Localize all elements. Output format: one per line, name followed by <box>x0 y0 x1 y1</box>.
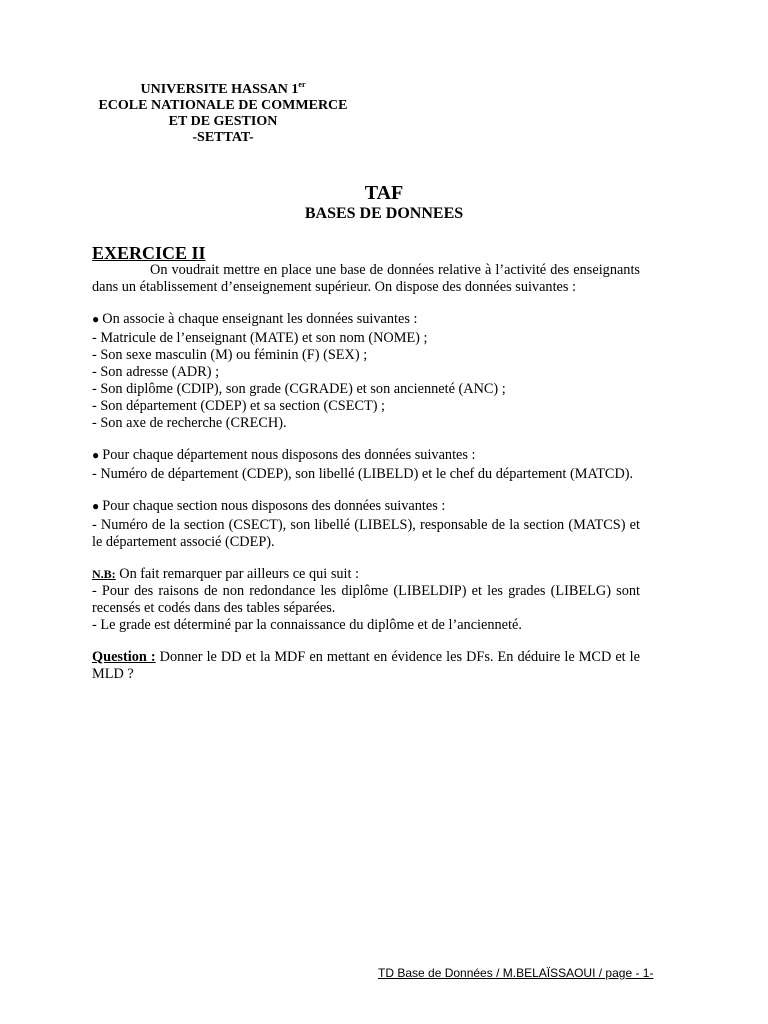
page-footer: TD Base de Données / M.BELAÏSSAOUI / page - 1- <box>378 966 654 980</box>
section-teacher-heading: ● On associe à chaque enseignant les données suivantes : <box>92 311 418 327</box>
list-item: - Son axe de recherche (CRECH). <box>92 415 287 431</box>
question-label: Question : <box>92 649 156 665</box>
question-paragraph: Question : Donner le DD et la MDF en mettant en évidence les DFs. En déduire le MCD et le MLD ? <box>92 649 641 682</box>
department-description: - Numéro de département (CDEP), son libellé (LIBELD) et le chef du département (MATCD). <box>92 466 634 482</box>
list-item: - Son diplôme (CDIP), son grade (CGRADE) et son ancienneté (ANC) ; <box>92 381 506 397</box>
list-item: - Son adresse (ADR) ; <box>92 364 220 380</box>
school-name-line2: ET DE GESTION <box>168 114 278 129</box>
institution-header <box>88 82 358 146</box>
page-title: TAF <box>364 182 404 204</box>
school-name-line1: ECOLE NATIONALE DE COMMERCE <box>98 98 348 113</box>
page-subtitle: BASES DE DONNEES <box>304 205 464 222</box>
nb-label: N.B: <box>92 567 116 581</box>
nb-line: N.B: On fait remarquer par ailleurs ce qui suit : <box>92 566 360 582</box>
nb-note-1: - Pour des raisons de non redondance les diplôme (LIBELDIP) et les grades (LIBELG) sont recensés et codés dans des tables séparées. <box>92 583 640 616</box>
bullet-icon: ● <box>92 499 100 513</box>
nb-note-2: - Le grade est déterminé par la connaissance du diplôme et de l’ancienneté. <box>92 617 522 633</box>
intro-paragraph: On voudrait mettre en place une base de données relative à l’activité des enseignants dans un établissement d’enseignement supérieur. On dispose des données suivantes : <box>92 262 640 295</box>
list-item: - Son département (CDEP) et sa section (CSECT) ; <box>92 398 386 414</box>
superscript-er: er <box>298 80 306 89</box>
section-department-heading: ● Pour chaque département nous disposons des données suivantes : <box>92 447 476 463</box>
section-section-heading: ● Pour chaque section nous disposons des données suivantes : <box>92 498 446 514</box>
exercise-title: EXERCICE II <box>92 243 206 263</box>
bullet-icon: ● <box>92 312 100 326</box>
document-body <box>92 262 640 683</box>
list-item: - Son sexe masculin (M) ou féminin (F) (SEX) ; <box>92 347 368 363</box>
bullet-icon: ● <box>92 448 100 462</box>
section-description: - Numéro de la section (CSECT), son libellé (LIBELS), responsable de la section (MATCS) et le département associé (CDEP). <box>92 517 640 550</box>
list-item: - Matricule de l’enseignant (MATE) et son nom (NOME) ; <box>92 330 428 346</box>
city-name: -SETTAT- <box>192 130 254 145</box>
university-name: UNIVERSITE HASSAN 1er <box>140 80 306 97</box>
